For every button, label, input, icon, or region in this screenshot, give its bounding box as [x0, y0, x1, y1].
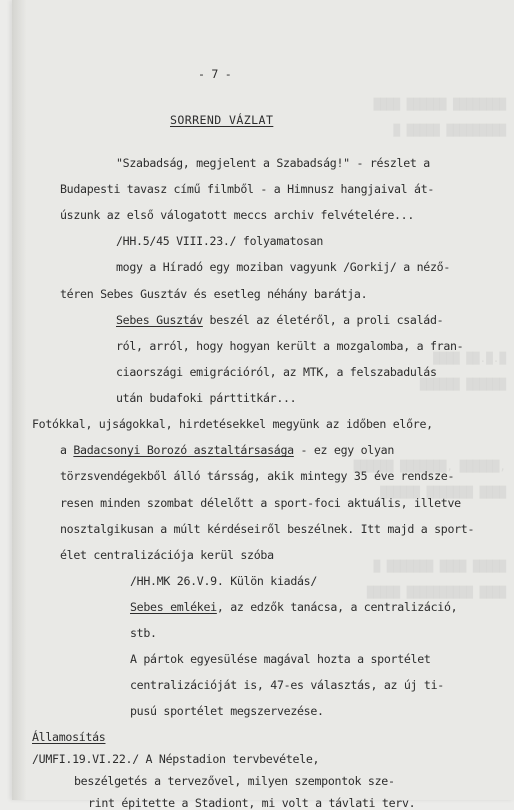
- text-line: centralizációját is, 47-es választás, az új ti-: [130, 678, 444, 692]
- page-number: - 7 -: [198, 67, 232, 81]
- underlined-phrase: Sebes emlékei: [130, 600, 217, 614]
- text-line: Sebes emlékei, az edzők tanácsa, a centralizáció,: [130, 600, 458, 614]
- underlined-phrase: Badacsonyi Borozó asztaltársasága: [73, 443, 294, 457]
- section-heading: Államosítás: [32, 730, 106, 744]
- text-line: /HH.5/45 VIII.23./ folyamatosan: [116, 234, 324, 248]
- text-line: rint épitette a Stadiont, mi volt a távlati terv.: [88, 796, 416, 810]
- text-line: A pártok egyesülése magával hozta a sportélet: [130, 652, 431, 666]
- document-title: SORREND VÁZLAT: [170, 113, 274, 127]
- text-line: a Badacsonyi Borozó asztaltársasága - ez egy olyan: [60, 443, 395, 457]
- text-line: Sebes Gusztáv beszél az életéről, a proli család-: [116, 313, 444, 327]
- text-line: ciaországi emigrációról, az MTK, a felszabadulás: [116, 365, 437, 379]
- text-line: stb.: [130, 626, 157, 640]
- page-binding-edge: [12, 0, 26, 800]
- text-line: Fotókkal, ujságokkal, hirdetésekkel megyünk az időben előre,: [32, 417, 433, 431]
- text-line: élet centralizációja kerül szóba: [60, 548, 274, 562]
- text-line: téren Sebes Gusztáv és esetleg néhány barátja.: [60, 287, 368, 301]
- text-line: ról, arról, hogy hogyan került a mozgalomba, a fran-: [116, 339, 464, 353]
- text-line: beszélgetés a tervezővel, milyen szempontok sze-: [74, 774, 395, 788]
- text-line: után budafoki párttitkár...: [116, 391, 297, 405]
- text-line: nosztalgikusan a múlt kérdéseiről beszélnek. Itt majd a sport-: [60, 522, 475, 536]
- text-line: úszunk az első válogatott meccs archiv felvételére...: [60, 208, 415, 222]
- text-line: /UMFI.19.VI.22./ A Népstadion tervbevétele,: [32, 752, 320, 766]
- text-line: mogy a Híradó egy moziban vagyunk /Gorkij/ a néző-: [116, 260, 451, 274]
- text-line: resen minden szombat délelőtt a sport-foci aktuális, illetve: [60, 496, 461, 510]
- text-line: "Szabadság, megjelent a Szabadság!" - részlet a: [116, 156, 430, 170]
- text-line: pusú sportélet megszervezése.: [130, 704, 324, 718]
- underlined-name: Sebes Gusztáv: [116, 313, 203, 327]
- text-line: /HH.MK 26.V.9. Külön kiadás/: [130, 574, 318, 588]
- document-page: [12, 0, 514, 810]
- text-line: Budapesti tavasz című filmből - a Himnusz hangjaival át-: [60, 182, 435, 196]
- text-line: törzsvendégekből álló társság, akik mintegy 35 éve rendsze-: [60, 469, 455, 483]
- bleed-through-text: ████ ██████ ████████ █ █████ █████████ ████ ██.█.█ ██████ ██████ ██████ ███████, ██████, ██████ ███████ ████ █ ███████ ████ █████ █████ ██████████ ████: [353, 98, 506, 599]
